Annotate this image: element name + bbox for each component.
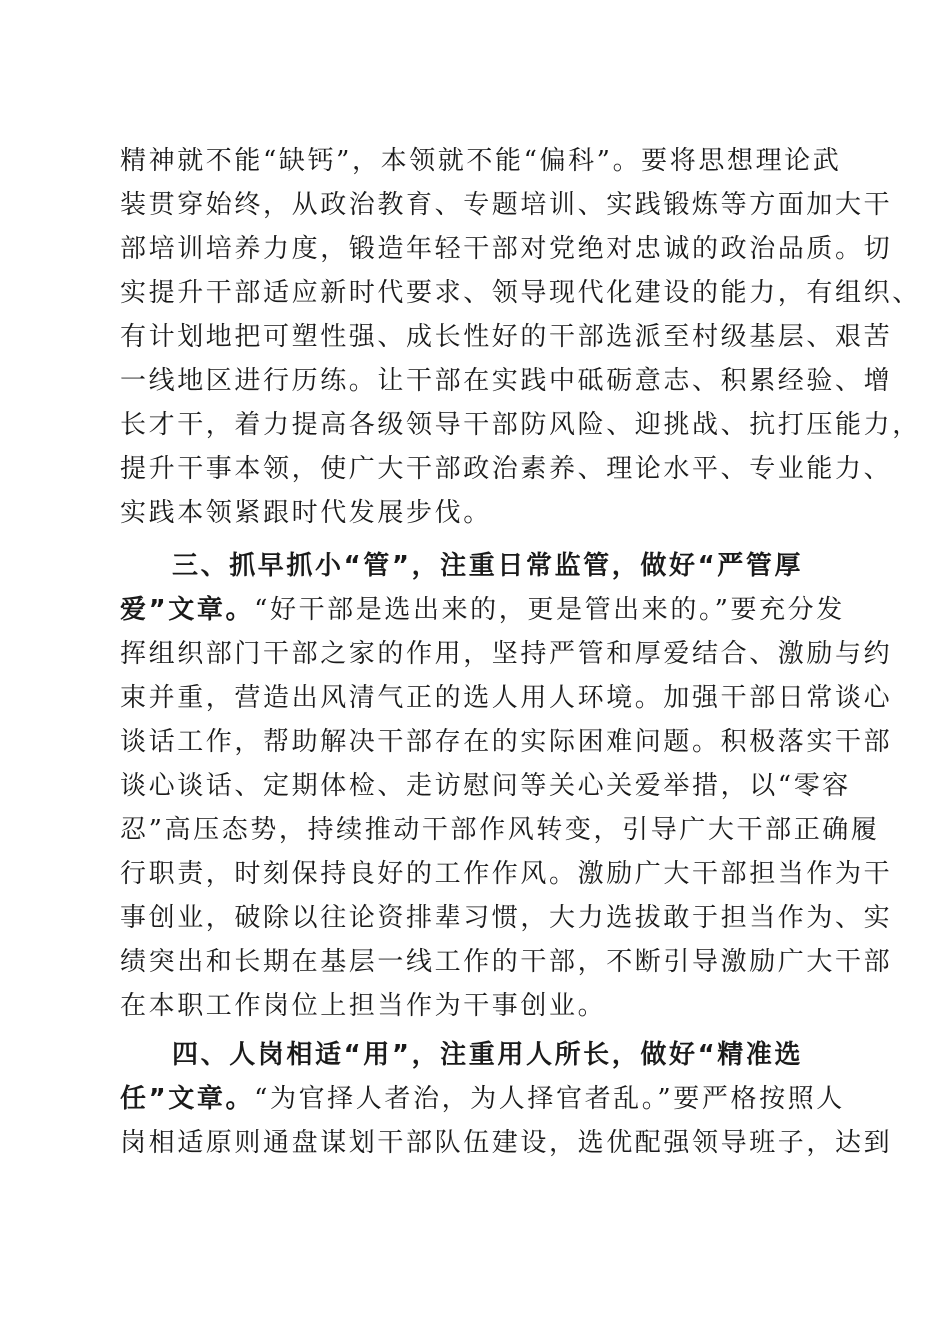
section-heading: 三、抓早抓小“管”，注重日常监管，做好“严管厚 bbox=[172, 551, 804, 581]
paragraph-line: 有计划地把可塑性强、成长性好的干部选派至村级基层、艰苦 bbox=[120, 322, 893, 352]
paragraph-line: 实践本领紧跟时代发展步伐。 bbox=[120, 498, 492, 528]
paragraph-line: 谈话工作，帮助解决干部存在的实际困难问题。积极落实干部 bbox=[120, 727, 893, 757]
paragraph-line: 束并重，营造出风清气正的选人用人环境。加强干部日常谈心 bbox=[120, 683, 893, 713]
paragraph-line: 长才干，着力提高各级领导干部防风险、迎挑战、抗打压能力， bbox=[120, 410, 921, 440]
paragraph-line: 忍”高压态势，持续推动干部作风转变，引导广大干部正确履 bbox=[120, 815, 880, 845]
paragraph-line: 谈心谈话、定期体检、走访慰问等关心关爱举措，以“零容 bbox=[120, 771, 851, 801]
paragraph-line: 装贯穿始终，从政治教育、专题培训、实践锻炼等方面加大干 bbox=[120, 190, 893, 220]
paragraph-line: 提升干事本领，使广大干部政治素养、理论水平、专业能力、 bbox=[120, 454, 893, 484]
paragraph-line: 岗相适原则通盘谋划干部队伍建设，选优配强领导班子，达到 bbox=[120, 1128, 893, 1158]
section-heading: 四、人岗相适“用”，注重用人所长，做好“精准选 bbox=[172, 1040, 804, 1070]
quote-text: “好干部是选出来的，更是管出来的。”要充分发 bbox=[254, 595, 845, 625]
paragraph-line: 部培训培养力度，锻造年轻干部对党绝对忠诚的政治品质。切 bbox=[120, 234, 893, 264]
paragraph-line: 绩突出和长期在基层一线工作的干部，不断引导激励广大干部 bbox=[120, 947, 893, 977]
section-heading-line-2 bbox=[120, 1078, 845, 1120]
section-heading-line-2 bbox=[120, 589, 845, 631]
paragraph-line: 精神就不能“缺钙”，本领就不能“偏科”。要将思想理论武 bbox=[120, 146, 842, 176]
paragraph-line: 在本职工作岗位上担当作为干事创业。 bbox=[120, 991, 607, 1021]
paragraph-line: 实提升干部适应新时代要求、领导现代化建设的能力，有组织、 bbox=[120, 278, 921, 308]
paragraph-line: 一线地区进行历练。让干部在实践中砥砺意志、积累经验、增 bbox=[120, 366, 893, 396]
paragraph-line: 挥组织部门干部之家的作用，坚持严管和厚爱结合、激励与约 bbox=[120, 639, 893, 669]
paragraph-line: 行职责，时刻保持良好的工作作风。激励广大干部担当作为干 bbox=[120, 859, 893, 889]
paragraph-line: 事创业，破除以往论资排辈习惯，大力选拔敢于担当作为、实 bbox=[120, 903, 893, 933]
quote-text: “为官择人者治，为人择官者乱。”要严格按照人 bbox=[254, 1084, 845, 1114]
section-heading-end: 爱”文章。 bbox=[120, 595, 255, 625]
section-heading-end: 任”文章。 bbox=[120, 1084, 255, 1114]
